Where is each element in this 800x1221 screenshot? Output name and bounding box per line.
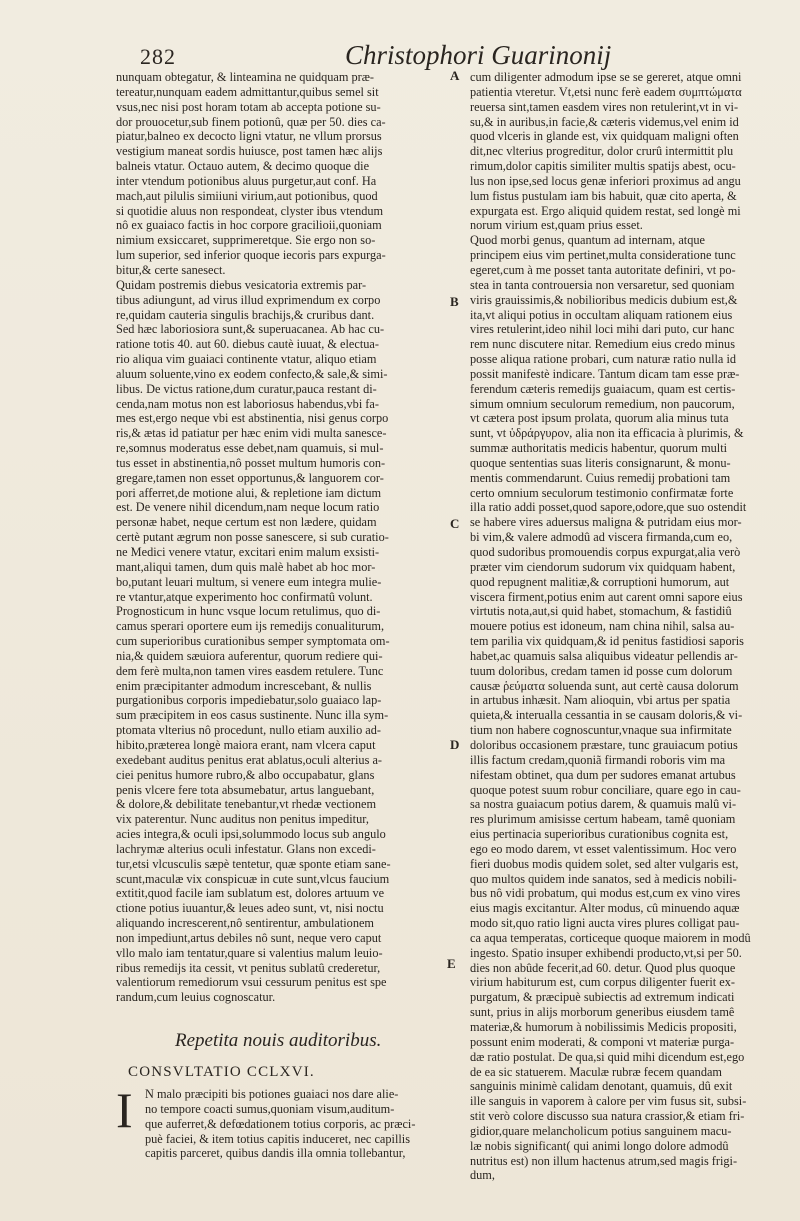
- text-line: tibus adiungunt, ad virus illud exprimendum ex corpo: [116, 292, 381, 307]
- text-line: lus non ipse,sed locus genæ inferiori proximus ad angu: [470, 173, 741, 188]
- text-line: possit manifestè indicare. Tantum dicam tam esse præ-: [470, 366, 740, 381]
- text-line: sum præcipitem in eos casus sustinente. Nunc illa sym-: [116, 708, 389, 723]
- text-line: cenda,nam motus non est laboriosus habendus,vbi fa-: [116, 396, 379, 411]
- text-line: simum omnium seculorum remedium, non paucorum,: [470, 396, 735, 411]
- text-line: est. De venere nihil dicendum,nam neque locum ratio: [116, 500, 380, 515]
- text-line: possunt enim moderati, & componi vt materiæ purga-: [470, 1034, 735, 1049]
- text-line: ptomata vlterius nô procedunt, nullo etiam auxilio ad-: [116, 723, 382, 738]
- text-line: tur,etsi vlcusculis sæpè tentetur, quæ sponte etiam sane-: [116, 856, 391, 871]
- text-line: Sed hæc laboriosiora sunt,& superuacanea. Ab hac cu-: [116, 322, 385, 337]
- text-line: fieri duobus modis quidem solet, sed alter vulgaris est,: [470, 856, 739, 871]
- text-line: Quidam postremis diebus vesicatoria extremis par-: [116, 277, 367, 292]
- text-line: non impediunt,artus debiles nô sunt, neque vero caput: [116, 930, 382, 945]
- text-line: sa nostra guaiacum potius darem, & quamuis malû vi-: [470, 797, 737, 812]
- text-line: stea in tanta controuersia non versaretur, sed quoniam: [470, 277, 735, 292]
- text-line: dem ferè multa,non tamen vires easdem retulere. Tunc: [116, 663, 384, 678]
- margin-letter-c: C: [450, 516, 460, 531]
- text-line: bo,putant leuari multum, si venere eum integra mulie-: [116, 574, 382, 589]
- text-line: randum,cum leuius cognoscatur.: [116, 990, 276, 1005]
- text-line: libus. De victus ratione,dum curatur,pauca restant di-: [116, 381, 377, 396]
- consultatio-body: [145, 1087, 442, 1161]
- text-line: ctione potius iuuantur,& leues adeo sunt, vt, nisi noctu: [116, 901, 384, 916]
- left-column: [116, 70, 442, 1005]
- text-line: res plurimum amisisse certum habeam, tamê quoniam: [470, 812, 736, 827]
- text-line: principem eius vim pertinet,multa consideratione tunc: [470, 248, 736, 263]
- text-line: si quotidie aluus non respondeat, clyster ibus vtendum: [116, 203, 384, 218]
- text-line: inter vtendum potionibus aluus purgetur,aut conf. Ha: [116, 173, 377, 188]
- text-line: quoque potest suum robur conciliare, quare ego in cau-: [470, 782, 741, 797]
- text-line: no tempore coacti sumus,quoniam visum,auditum-: [145, 1101, 395, 1116]
- text-line: tuum doloribus, credam tamen id posse cum dolorum: [470, 663, 733, 678]
- text-line: camus sperari oportere eum ijs remedijs conualiturum,: [116, 619, 385, 634]
- text-line: læ nobis significant( qui animi longo dolore admodû: [470, 1138, 729, 1153]
- text-line: vsus,nec nisi post horam totam ab accepta potione su-: [116, 99, 381, 114]
- text-line: scunt,maculæ vix conspicuæ in cute sunt,vlcus faucium: [116, 871, 390, 886]
- text-line: & dolore,& debilitate tenebantur,vt rhedæ vectionem: [116, 797, 377, 812]
- text-line: Quod morbi genus, quantum ad internam, atque: [470, 233, 705, 248]
- text-line: nimium exsiccaret, supprimeretque. Sie ergo non so-: [116, 233, 376, 248]
- text-line: sanguinis minimè calidam denotant, quamuis, dû exit: [470, 1079, 733, 1094]
- text-line: valentiorum remediorum vsui cessurum penitus est spe: [116, 975, 387, 990]
- text-line: quoque sententias suas literis consignarunt, & monu-: [470, 455, 731, 470]
- text-line: dit,nec vlterius progreditur, dolor crurû intermittit plu: [470, 144, 734, 159]
- text-line: re,quidam cauteria singulis brachijs,& cruribus dant.: [116, 307, 375, 322]
- drop-initial: I: [116, 1082, 133, 1138]
- text-line: tem parilia vix quidquam,& id penitus fastidiosi saporis: [470, 634, 744, 649]
- text-line: ribus remedijs ita cessit, vt penitus sublatû crederetur,: [116, 960, 381, 975]
- text-line: cum diligenter admodum ipse se se gereret, atque omni: [470, 70, 742, 84]
- text-line: ca aqua temperatas, corticeque quoque maiorem in modû: [470, 930, 751, 945]
- text-line: rimum,dolor capitis similiter multis spatijs abest, ocu-: [470, 159, 736, 174]
- text-line: re,somnus moderatus esse debet,nam quamuis, si mul-: [116, 441, 384, 456]
- text-line: vires retulerint,ideo nihil loci mihi dari puto, cur hanc: [470, 322, 735, 337]
- text-line: vestigium maneat sordis huiusce, post tamen hæc alijs: [116, 144, 383, 159]
- text-line: su,& in auribus,in facie,& cæteris videmus,vel enim id: [470, 114, 739, 129]
- text-line: se habere vires aduersus maligna & putridam eius mor-: [470, 515, 742, 530]
- text-line: gidior,quare melancholicum potius sanguinem macu-: [470, 1123, 732, 1138]
- page-number: 282: [140, 44, 176, 69]
- text-line: nia,& quidem sæuiora auferentur, quorum rediere qui-: [116, 648, 383, 663]
- margin-letter-a: A: [450, 68, 460, 83]
- text-line: de ea sic statuerem. Maculæ rubræ fecem quandam: [470, 1064, 722, 1079]
- text-line: acies integra,& oculi ipsi,solummodo locus sub angulo: [116, 827, 386, 842]
- margin-letter-b: B: [450, 294, 459, 309]
- text-line: nifestam obtinet, qua dum per sudores emanat artubus: [470, 767, 736, 782]
- text-line: capitis parceret, quibus dandis illa omnia tollebantur,: [145, 1146, 406, 1161]
- text-line: extitit,quod facile iam sublatum est, dolores artuum ve: [116, 886, 385, 901]
- text-line: causæ ῥεύματα soluenda sunt, aut certè causa dolorum: [470, 678, 739, 693]
- text-line: N malo præcipiti bis potiones guaiaci nos dare alie-: [145, 1087, 399, 1101]
- text-line: viscera firment,potius enim aut carent omni sapore eius: [470, 589, 743, 604]
- text-line: mant,aliqui tamen, dum quis malè habet ab hoc mor-: [116, 559, 376, 574]
- text-line: ris,& ætas id patiatur per hæc enim vidi multa sanesce-: [116, 426, 387, 441]
- text-line: tus esset in abstinentia,nô posset multum humoris con-: [116, 455, 386, 470]
- text-line: sunt, prius in alijs morborum generibus eiusdem tamê: [470, 1005, 735, 1020]
- text-line: stit verò colore discusso sua natura crassior,& etiam fri-: [470, 1109, 745, 1124]
- text-line: ne Medici venere vtatur, excitari enim malum exsisti-: [116, 545, 380, 559]
- text-line: summæ authoritatis medicis habentur, quorum multi: [470, 441, 728, 456]
- text-line: virtutis nota,aut,si quid habet, stomachum, & fastidiû: [470, 604, 732, 619]
- text-line: materiæ,& humorum à nobilissimis Medicis propositi,: [470, 1020, 737, 1034]
- text-line: balneis vtatur. Octauo autem, & decimo quoque die: [116, 159, 370, 174]
- text-line: aliquando increscerent,nô sentirentur, ambulationem: [116, 916, 374, 931]
- text-line: lum superior, sed inferior quoque iecoris pars expurga-: [116, 248, 386, 263]
- text-line: in artubus inhæsit. Nam alioquin, vbi artus per spatia: [470, 693, 731, 708]
- text-line: purgatum, & præcipuè subiectis ad extremum indicati: [470, 990, 735, 1005]
- text-line: tium non habere cognoscuntur,vnaque sua infirmitate: [470, 723, 732, 738]
- text-line: mouere potius est idoneum, nam china nihil, salsa au-: [470, 619, 735, 634]
- text-line: viris grauissimis,& nobilioribus medicis dubium est,&: [470, 292, 738, 307]
- text-line: ratione totis 40. aut 60. diebus cautè iuuat, & electua-: [116, 337, 379, 352]
- text-line: quod sudoribus promouendis corpus expurgat,alia verò: [470, 545, 741, 559]
- text-line: doloribus occasionem præstare, tunc grauiacum potius: [470, 737, 738, 752]
- text-line: lachrymæ alterius oculi infestatur. Glans non excedi-: [116, 841, 376, 856]
- text-line: bus nô vidi probatum, qui modus est,cum ex vino vires: [470, 886, 741, 901]
- text-line: ciei penitus humore rubro,& albo occupabatur, glans: [116, 767, 375, 782]
- text-line: egeret,cum à me posset tanta autoritate definiri, vt po-: [470, 262, 736, 277]
- text-line: dor prouocetur,sub finem potionû, quæ per 50. dies ca-: [116, 114, 386, 129]
- text-line: illa ratio addi posset,quod sapore,odore,que suo ostendit: [470, 500, 747, 515]
- text-line: ille sanguis in vaporem à calore per vim fusus sit, subsi-: [470, 1094, 747, 1109]
- text-line: Prognosticum in hunc vsque locum retulimus, quo di-: [116, 604, 381, 619]
- text-line: norum virium est,quam prius esset.: [470, 218, 643, 233]
- section-heading-repetita: Repetita nouis auditoribus.: [175, 1030, 382, 1051]
- text-line: piatur,balneo ex decocto ligni vtatur, ne vllum prorsus: [116, 129, 382, 144]
- text-line: posse aliqua ratione probari, cum naturæ ratio nulla id: [470, 352, 737, 367]
- text-line: ita,vt aliqui potius in occultam aliquam rationem eius: [470, 307, 733, 322]
- text-line: que auferret,& defœdationem totius corporis, ac præci-: [145, 1116, 416, 1131]
- text-line: præter vim ciendorum sudorum vix quidquam habent,: [470, 559, 736, 574]
- text-line: penis vlcere fere tota absumebatur, artus languebant,: [116, 782, 375, 797]
- text-line: patientia vteretur. Vt,etsi nunc ferè eadem συμπτώματα: [470, 84, 742, 99]
- text-line: rio aliqua vim guaiaci continente vtatur, aliquo etiam: [116, 352, 377, 367]
- text-line: mach,aut pilulis simiiuni virium,aut potionibus, quod: [116, 188, 378, 203]
- text-line: exedebant auditus penitus erat ablatus,oculi alterius a-: [116, 752, 382, 767]
- text-line: cum superioribus curationibus semper symptomata om-: [116, 634, 390, 649]
- text-line: tereatur,nunquam eadem admittantur,quibus semel sit: [116, 84, 379, 99]
- text-line: certo omnium seculorum testimonio confirmatæ forte: [470, 485, 734, 500]
- text-line: enim præcipitanter admodum increscebant, & nullis: [116, 678, 372, 693]
- text-line: quo multos quidem inde sanatos, sed à medicis nobili-: [470, 871, 737, 886]
- text-line: hibito,præterea longè maiora erant, nam vlcera caput: [116, 737, 376, 752]
- text-line: mes est,ergo neque vbi est abstinentia, nisi genus corpo: [116, 411, 389, 426]
- text-line: dies non abûde fecerit,ad 60. detur. Quod plus quoque: [470, 960, 736, 975]
- text-line: dum,: [470, 1168, 495, 1183]
- text-line: ferendum cæteris remedijs guaiacum, quam est certis-: [470, 381, 736, 396]
- text-line: purgationibus corporis impediebatur,solo guaiaco lap-: [116, 693, 382, 708]
- text-line: sunt, vt ὑδράργυρον, alia non ita efficacia à plurimis, &: [470, 426, 744, 441]
- text-line: rem nunc discutere nitar. Remedium eius credo minus: [470, 337, 735, 352]
- text-line: nutritus est) non illum hactenus atrum,sed magis frigi-: [470, 1153, 738, 1168]
- text-line: ego eo modo darem, vt esset valentissimum. Hoc vero: [470, 841, 737, 856]
- text-line: illis factum credam,quoniã firmandi roboris vim ma: [470, 752, 726, 767]
- text-line: nunquam obtegatur, & linteamina ne quidquam præ-: [116, 70, 375, 84]
- text-line: re vtantur,atque experimento hoc confirmatû volunt.: [116, 589, 373, 604]
- margin-letter-d: D: [450, 737, 460, 752]
- text-line: pori afferret,de motione alui, & repletione iam dictum: [116, 485, 382, 500]
- text-line: personæ habet, neque certum est non lædere, quidam: [116, 515, 377, 530]
- text-line: mentis commendarunt. Cuius remedij probationi tam: [470, 470, 731, 485]
- text-line: quod repugnent malitiæ,& corruptioni humorum, aut: [470, 574, 730, 589]
- text-line: vix paterentur. Nunc auditus non penitus impeditur,: [116, 812, 369, 827]
- text-line: reuersa sint,tamen easdem vires non retulerint,vt in vi-: [470, 99, 739, 114]
- text-line: bitur,& certe sanesect.: [116, 262, 226, 277]
- margin-letter-e: E: [447, 956, 456, 971]
- text-line: gregare,tamen non esset opportunus,& languorem cor-: [116, 470, 384, 485]
- text-line: dæ ratio postulat. De qua,si quid mihi dicendum est,ego: [470, 1049, 745, 1064]
- text-line: quieta,& interualla cessantia in se causam doloris,& vi-: [470, 708, 743, 723]
- text-line: modo sit,quo ratio ligni aucta vires plures colligat pau-: [470, 916, 740, 931]
- text-line: puè faciei, & item totius capitis induceret, nec capillis: [145, 1131, 410, 1146]
- text-line: bi vim,& valere admodû ad viscera firmanda,cum eo,: [470, 530, 733, 545]
- text-line: habet,ac quamuis salsa aliquibus videatur pellendis ar-: [470, 648, 738, 663]
- text-line: eius magis excitantur. Alter modus, cû minuendo aquæ: [470, 901, 740, 916]
- text-line: nô ex guaiaco factis in hoc corpore gracilioii,quoniam: [116, 218, 382, 233]
- running-head: Christophori Guarinonij: [345, 40, 612, 70]
- text-line: vllo malo iam tentatur,quare si valentius malum leuio-: [116, 945, 383, 960]
- text-line: aluum soluente,vino ex eodem confecto,& sale,& simi-: [116, 366, 388, 381]
- text-line: vt cætera post ipsum prolata, quorum alia minus tuta: [470, 411, 729, 426]
- text-line: quod vlceris in glande est, vix quidquam maligni often: [470, 129, 739, 144]
- text-line: lum fistus pustulam iam bis habuit, quæ cito aperta, &: [470, 188, 737, 203]
- text-line: virium habiturum est, cum corpus diligenter fuerit ex-: [470, 975, 735, 990]
- text-line: certè putant ægrum non posse sanescere, si sub curatio-: [116, 530, 389, 545]
- text-line: expurgata est. Ergo aliquid quidem restat, sed longè mi: [470, 203, 741, 218]
- text-line: eius pertinacia superioribus curationibus cognita est,: [470, 827, 729, 842]
- text-line: ingesto. Spatio insuper exhibendi producto,vt,si per 50.: [470, 945, 742, 960]
- right-column: [470, 70, 786, 1183]
- consultatio-heading: CONSVLTATIO CCLXVI.: [128, 1064, 315, 1080]
